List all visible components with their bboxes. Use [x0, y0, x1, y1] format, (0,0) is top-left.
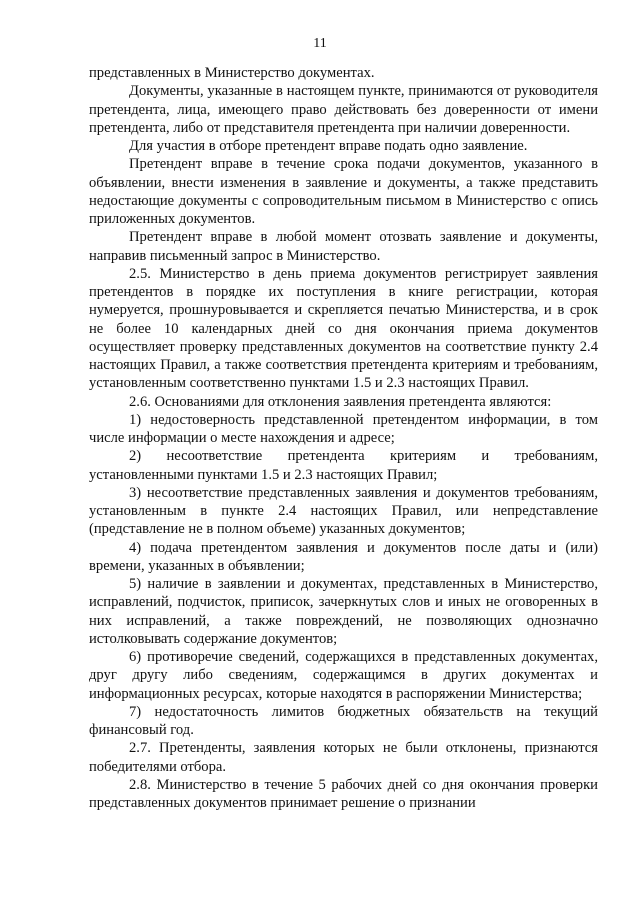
paragraph: 2.8. Министерство в течение 5 рабочих дней со дня окончания проверки представленных документов принимает решение о признании	[89, 776, 598, 811]
paragraph: 2.7. Претенденты, заявления которых не были отклонены, признаются победителями отбора.	[89, 740, 598, 775]
list-item: 2) несоответствие претендента критериям и требованиям, установленными пунктами 1.5 и 2.3 настоящих Правил;	[89, 448, 598, 483]
paragraph: Документы, указанные в настоящем пункте, принимаются от руководителя претендента, лица, имеющего право действовать без доверенности от имени претендента, либо от представителя претендента при наличии доверенности.	[89, 83, 598, 136]
list-item: 3) несоответствие представленных заявления и документов требованиям, установленным в пункте 2.4 настоящих Правил, или непредставление (представление не в полном объеме) указанных документов;	[89, 484, 598, 538]
paragraph: представленных в Министерство документах.	[89, 65, 375, 81]
paragraph: Для участия в отборе претендент вправе подать одно заявление.	[129, 138, 528, 154]
paragraph: 2.6. Основаниями для отклонения заявления претендента являются:	[129, 393, 552, 410]
list-item: 4) подача претендентом заявления и документов после даты и (или) времени, указанных в объявлении;	[89, 539, 598, 574]
paragraph: Претендент вправе в любой момент отозвать заявление и документы, направив письменный запрос в Министерство.	[89, 229, 598, 264]
list-item: 7) недостаточность лимитов бюджетных обязательств на текущий финансовый год.	[89, 703, 598, 738]
page-number: 11	[313, 36, 327, 51]
list-item: 1) недостоверность представленной претендентом информации, в том числе информации о месте нахождения и адресе;	[89, 411, 598, 446]
list-item: 5) наличие в заявлении и документах, представленных в Министерство, исправлений, подчисток, приписок, зачеркнутых слов и иных не оговоренных в них исправлений, а также повреждений, не позволяющих однозначно истолковывать содержание документов;	[89, 576, 598, 647]
paragraph: Претендент вправе в течение срока подачи документов, указанного в объявлении, внести изменения в заявление и документы, а также представить недостающие документы с сопроводительным письмом в Министерство с опись приложенных документов.	[89, 156, 598, 227]
list-item: 6) противоречие сведений, содержащихся в представленных документах, друг другу либо сведениям, содержащимся в других документах и информационных ресурсах, которые находятся в распоряжении Министерства;	[89, 649, 598, 702]
paragraph: 2.5. Министерство в день приема документов регистрирует заявления претендентов в порядке их поступления в книге регистрации, которая нумеруется, прошнуровывается и скрепляется печатью Министерства, и в срок не более 10 календарных дней со дня окончания приема документов осуществляет проверку представленных документов на соответствие пункту 2.4 настоящих Правил, а также соответствия претендента критериям и требованиям, установленным соответственно пунктами 1.5 и 2.3 настоящих Правил.	[89, 265, 598, 392]
document-body	[89, 64, 598, 812]
